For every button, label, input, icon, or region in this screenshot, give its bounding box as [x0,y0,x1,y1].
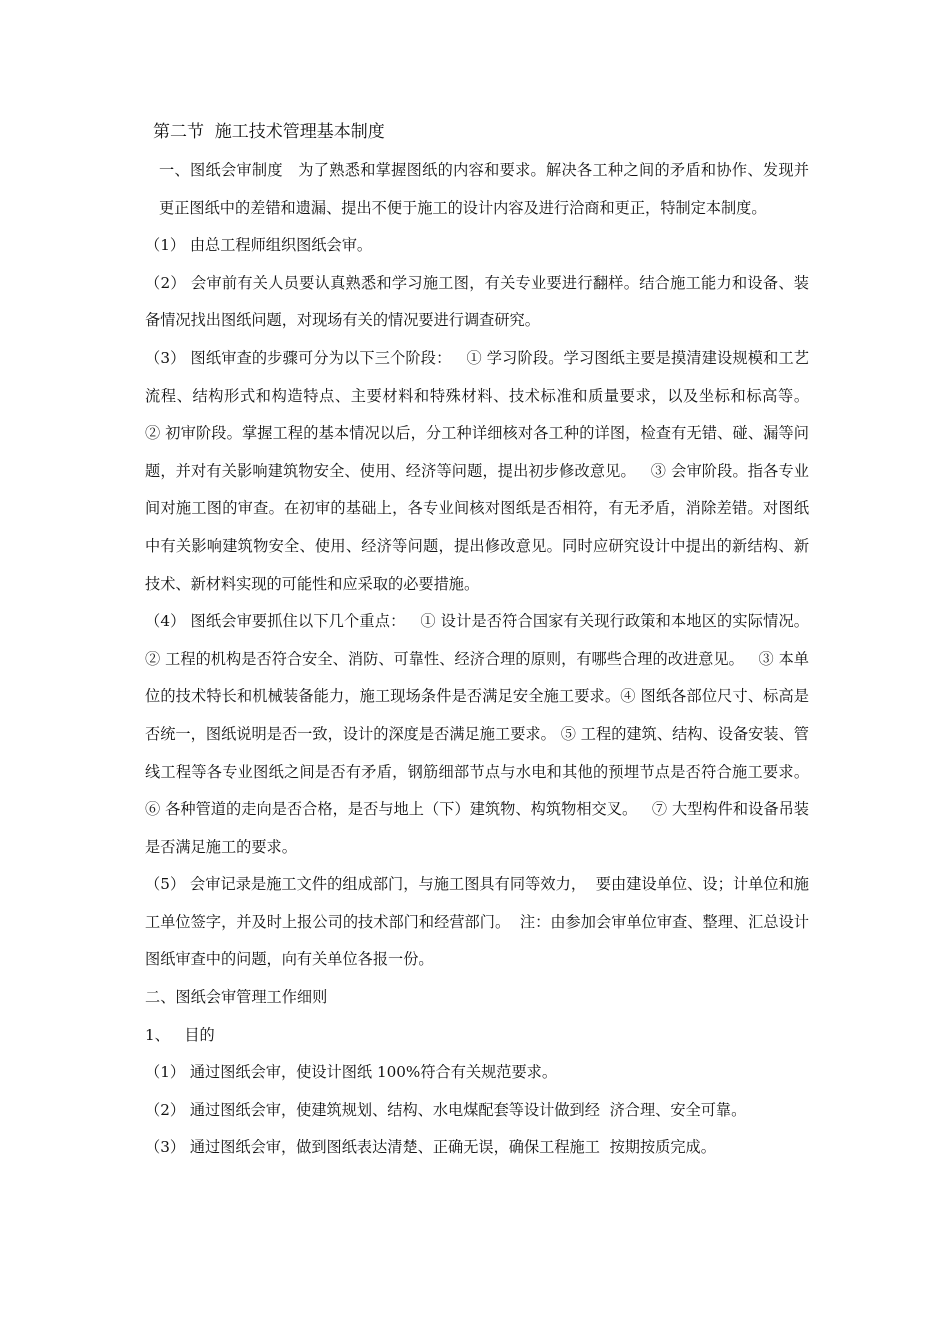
purpose-item-3: （3） 通过图纸会审，做到图纸表达清楚、正确无误，确保工程施工 按期按质完成。 [145,1138,716,1157]
purpose-item-2: （2） 通过图纸会审，使建筑规划、结构、水电煤配套等设计做到经 济合理、安全可靠。 [145,1100,747,1119]
subsection-heading: 二、图纸会审管理工作细则 [145,988,328,1007]
purpose-heading: 1、 目的 [145,1025,215,1044]
section-title: 第二节 施工技术管理基本制度 [153,122,385,142]
paragraph-item-1: （1） 由总工程师组织图纸会审。 [145,236,373,255]
paragraph-item-5: （5） 会审记录是施工文件的组成部门，与施工图具有同等效力， 要由建设单位、设；计单位和施工单位签字，并及时上报公司的技术部门和经营部门。 注：由参加会审单位审查、整理、汇总设计图纸审查中的问题，向有关单位各报一份。 [145,875,809,969]
paragraph-drawing-review-system: 一、图纸会审制度 为了熟悉和掌握图纸的内容和要求。解决各工种之间的矛盾和协作、发现并更正图纸中的差错和遗漏、提出不便于施工的设计内容及进行洽商和更正，特制定本制度。 [159,161,809,217]
paragraph-item-4: （4） 图纸会审要抓住以下几个重点： ① 设计是否符合国家有关现行政策和本地区的实际情况。 ② 工程的机构是否符合安全、消防、可靠性、经济合理的原则，有哪些合理的改进意见。 ③ 本单位的技术特长和机械装备能力，施工现场条件是否满足安全施工要求。④ 图纸各部位尺寸、标高是否统一，图纸说明是否一致，设计的深度是否满足施工要求。 ⑤ 工程的建筑、结构、设备安装、管线工程等各专业图纸之间是否有矛盾，钢筋细部节点与水电和其他的预埋节点是否符合施工要求。 ⑥ 各种管道的走向是否合格，是否与地上（下）建筑物、构筑物相交叉。 ⑦ 大型构件和设备吊装是否满足施工的要求。 [145,612,824,856]
paragraph-item-3: （3） 图纸审查的步骤可分为以下三个阶段： ① 学习阶段。学习图纸主要是摸清建设规模和工艺流程、结构形式和构造特点、主要材料和特殊材料、技术标准和质量要求，以及坐标和标高等。 ② 初审阶段。掌握工程的基本情况以后，分工种详细核对各工种的详图，检查有无错、碰、漏等问题，并对有关影响建筑物安全、使用、经济等问题，提出初步修改意见。 ③ 会审阶段。指各专业间对施工图的审查。在初审的基础上，各专业间核对图纸是否相符，有无矛盾，消除差错。对图纸中有关影响建筑物安全、使用、经济等问题，提出修改意见。同时应研究设计中提出的新结构、新技术、新材料实现的可能性和应采取的必要措施。 [145,348,824,593]
document-page [145,118,824,1167]
purpose-item-1: （1） 通过图纸会审，使设计图纸 100%符合有关规范要求。 [145,1063,558,1082]
paragraph-item-2: （2） 会审前有关人员要认真熟悉和学习施工图，有关专业要进行翻样。结合施工能力和设备、装备情况找出图纸问题，对现场有关的情况要进行调查研究。 [145,273,809,330]
